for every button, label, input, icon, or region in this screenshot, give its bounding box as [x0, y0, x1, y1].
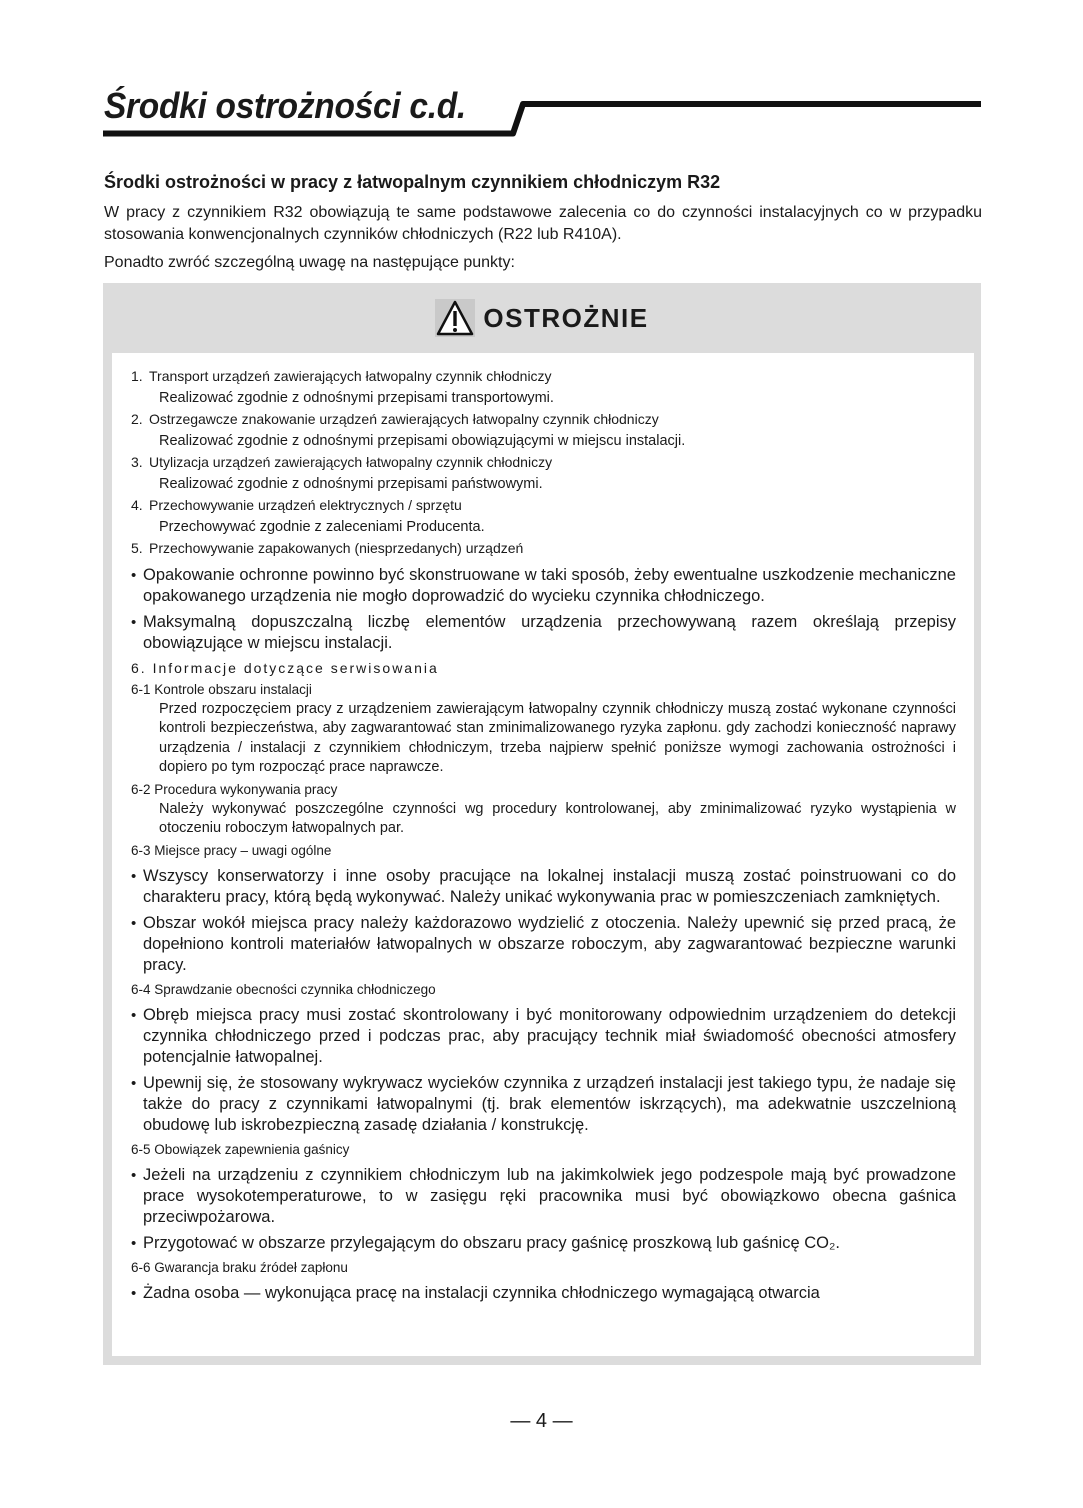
subsection-text-6-1: Przed rozpoczęciem pracy z urządzeniem zawierającym łatwopalny czynnik chłodniczy muszą zostać wykonane czynności kontroli bezpieczeństwa, aby zagwarantować stan zminimalizowanego ryzyka zapłonu. gdy zachodzi konieczność naprawy urządzenia / instalacji z czynnikiem chłodniczym, trzeba najpierw spełnić poniższe wymogi zachowania ostrożności i dopiero po tym rozpocząć prace naprawcze.: [159, 700, 956, 775]
item-sub: Realizować zgodnie z odnośnymi przepisami państwowymi.: [159, 475, 543, 492]
numbered-item-5: 5. Przechowywanie zapakowanych (niesprzedanych) urządzeń: [131, 540, 524, 556]
caution-content: [131, 366, 956, 1308]
bullet-item: • Obszar wokół miejsca pracy należy każdorazowo wydzielić z otoczenia. Należy upewnić się przed pracą, że dopełniono kontroli materiałów łatwopalnych w obszarze roboczym, aby zagwarantować bezpieczne warunki pracy.: [131, 913, 956, 976]
subsection-text-6-2: Należy wykonywać poszczególne czynności wg procedury kontrolowanej, aby zminimalizować ryzyko wystąpienia w otoczeniu roboczym łatwopalnych par.: [159, 800, 956, 836]
page-number: — 4 —: [510, 1410, 573, 1432]
caution-title: OSTROŻNIE: [483, 302, 649, 333]
item-title: Ostrzegawcze znakowanie urządzeń zawierających łatwopalny czynnik chłodniczy: [149, 411, 659, 427]
subsection-heading-6-1: 6-1 Kontrole obszaru instalacji: [131, 681, 312, 697]
item-sub: Przechowywać zgodnie z zaleceniami Producenta.: [159, 518, 485, 535]
section-heading: Środki ostrożności w pracy z łatwopalnym czynnikiem chłodniczym R32: [104, 172, 721, 192]
service-heading: 6. Informacje dotyczące serwisowania: [131, 659, 439, 676]
page-title: Środki ostrożności c.d.: [104, 85, 466, 126]
numbered-item-3: 3. Utylizacja urządzeń zawierających łatwopalny czynnik chłodniczy Realizować zgodnie z odnośnymi przepisami państwowymi.: [131, 452, 956, 495]
intro-paragraph: W pracy z czynnikiem R32 obowiązują te same podstawowe zalecenia co do czynności instalacyjnych co w przypadku stosowania konwencjonalnych czynników chłodniczych (R22 lub R410A).: [104, 204, 982, 243]
item-title: Transport urządzeń zawierających łatwopalny czynnik chłodniczy: [149, 368, 552, 384]
bullet-item: • Upewnij się, że stosowany wykrywacz wycieków czynnika z urządzeń instalacji jest takiego typu, że nadaje się także do pracy z czynnikami łatwopalnymi (tj. brak elementów iskrzących), ma adekwatnie uszczelnioną obudowę lub iskrobezpieczną zasadę działania / konstrukcję.: [131, 1073, 956, 1136]
bullet-item: • Żadna osoba — wykonująca pracę na instalacji czynnika chłodniczego wymagającą otwarcia: [131, 1283, 956, 1304]
bullet-item: • Jeżeli na urządzeniu z czynnikiem chłodniczym lub na jakimkolwiek jego podzespole mają być prowadzone prace wysokotemperaturowe, to w zasięgu ręki pracownika musi być obowiązkowo obecna gaśnica przeciwpożarowa.: [131, 1165, 956, 1228]
bullet-item: • Opakowanie ochronne powinno być skonstruowane w taki sposób, żeby ewentualne uszkodzenie mechaniczne opakowanego urządzenia nie mogło doprowadzić do wycieku czynnika chłodniczego.: [131, 565, 956, 607]
item-title: Przechowywanie urządzeń elektrycznych / sprzętu: [149, 497, 462, 513]
title-underline-rule: [0, 0, 1083, 160]
warning-triangle-icon: [435, 299, 475, 337]
numbered-item-2: 2. Ostrzegawcze znakowanie urządzeń zawierających łatwopalny czynnik chłodniczy Realizować zgodnie z odnośnymi przepisami obowiązującymi w miejscu instalacji.: [131, 409, 956, 452]
intro-note: Ponadto zwróć szczególną uwagę na następujące punkty:: [104, 254, 515, 271]
caution-header: [103, 283, 981, 353]
bullet-item: • Wszyscy konserwatorzy i inne osoby pracujące na lokalnej instalacji muszą zostać poinstruowani co do charakteru pracy, którą będą wykonywać. Należy unikać wykonywania prac w pomieszczeniach zamkniętych.: [131, 866, 956, 908]
item-title: Przechowywanie zapakowanych (niesprzedanych) urządzeń: [149, 540, 524, 556]
bullet-item: • Przygotować w obszarze przylegającym do obszaru pracy gaśnicę proszkową lub gaśnicę CO₂.: [131, 1233, 956, 1254]
item-sub: Realizować zgodnie z odnośnymi przepisami transportowymi.: [159, 389, 554, 406]
subsection-heading-6-5: 6-5 Obowiązek zapewnienia gaśnicy: [131, 1141, 350, 1157]
item-title: Utylizacja urządzeń zawierających łatwopalny czynnik chłodniczy: [149, 454, 553, 470]
caution-box: [103, 283, 981, 1365]
subsection-heading-6-6: 6-6 Gwarancja braku źródeł zapłonu: [131, 1259, 348, 1275]
bullet-item: • Maksymalną dopuszczalną liczbę elementów urządzenia przechowywaną razem określają przepisy obowiązujące w miejscu instalacji.: [131, 612, 956, 654]
subsection-heading-6-2: 6-2 Procedura wykonywania pracy: [131, 781, 338, 797]
caution-body: [112, 353, 974, 1356]
item-sub: Realizować zgodnie z odnośnymi przepisami obowiązującymi w miejscu instalacji.: [159, 432, 686, 449]
subsection-heading-6-3: 6-3 Miejsce pracy – uwagi ogólne: [131, 842, 332, 858]
subsection-heading-6-4: 6-4 Sprawdzanie obecności czynnika chłodniczego: [131, 981, 436, 997]
numbered-item-4: 4. Przechowywanie urządzeń elektrycznych / sprzętu Przechowywać zgodnie z zaleceniami Producenta.: [131, 495, 956, 538]
numbered-item-1: 1. Transport urządzeń zawierających łatwopalny czynnik chłodniczy Realizować zgodnie z odnośnymi przepisami transportowymi.: [131, 366, 956, 409]
bullet-item: • Obręb miejsca pracy musi zostać skontrolowany i być monitorowany odpowiednim urządzeniem do detekcji czynnika chłodniczego przed i podczas prac, aby pracujący technik miał świadomość obecności atmosfery potencjalnie łatwopalnej.: [131, 1005, 956, 1068]
